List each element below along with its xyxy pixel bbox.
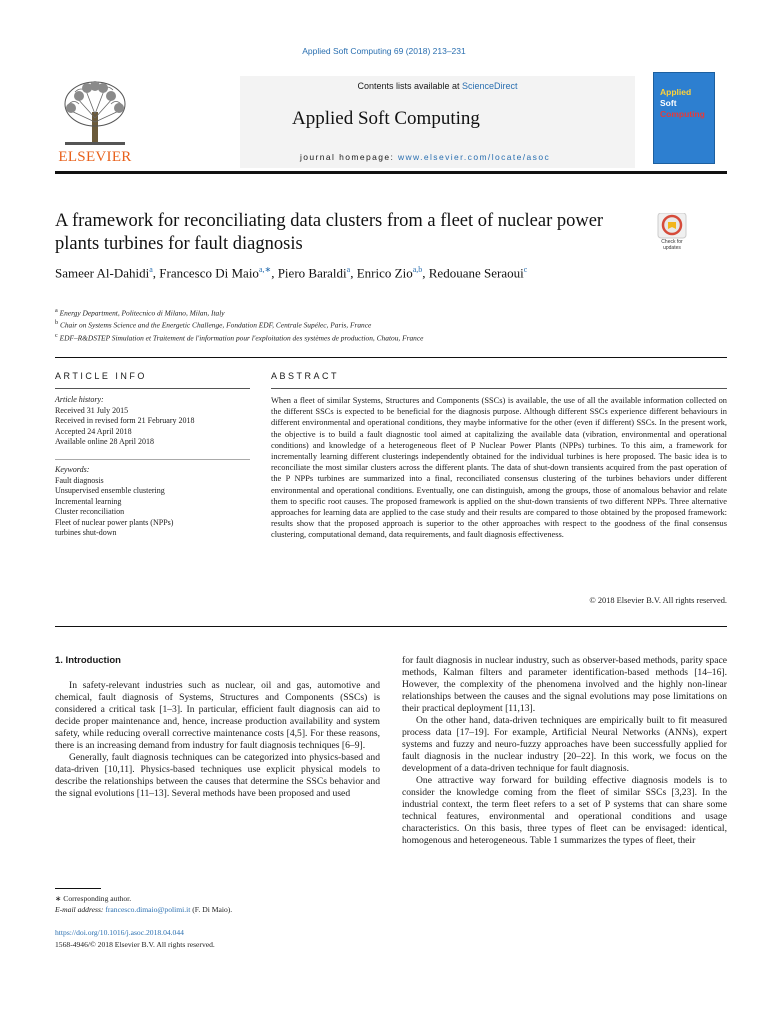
abstract-text: When a fleet of similar Systems, Structures and Components (SSCs) is available, the use of all the available information collected on the different SSCs is expected to be beneficial for the diagnosis purpose. Although different SSCs experience different behaviours in different environmental and operational conditions, they maybe informative for the other (even if different) SSCs. In the present work, the objective is to build a fault diagnostic tool aimed at capitalizing the available data (vibration, environmental and operational conditions) and knowledge of a heterogeneous fleet of P Nuclear Power Plants (NPPs) turbines. To this aim, a framework for incrementally learning different clusterings independently obtained for the individual turbines is here proposed. The basic idea is to reconciliate the most similar clusters across the different plants. The data of shut-down transients acquired from the past operation of the P NPPs turbines are summarized into a final, reconciliated consensus clustering of the turbines behaviors under different environmental and operational conditions. Eventually, one can distinguish, among the groups, those of anomalous behavior and relate them to specific root causes. The proposed framework is applied on the shut-down transients of two different NPPs. Three alternative approaches for learning data are applied to the case study and their results are compared to those obtained by the proposed framework: results show that the proposed approach is superior to the other approaches with respect to the goodness of the final consensus clustering, computational demand, data requirements, and fault diagnosis effectiveness. (271, 396, 727, 540)
body-paragraph: In safety-relevant industries such as nuclear, oil and gas, automotive and chemical, fault diagnosis of Systems, Structures and Components (SSCs) is considered a critical task [1–3]. In particular, efficient fault diagnosis can aid to decide proper maintenance and, hence, increase production availability and system safety, while reducing overall corrective maintenance costs [4,5]. For these reasons, there is an increasing demand from industry for fault diagnosis techniques [6–9]. (55, 680, 380, 751)
elsevier-logo[interactable] (55, 78, 135, 166)
keyword-item: Fault diagnosis (55, 475, 104, 485)
elsevier-wordmark: ELSEVIER (58, 149, 132, 165)
introduction-heading: 1. Introduction (55, 655, 121, 666)
author-name: Francesco Di Maio (159, 265, 259, 281)
issn-line: 1568-4946/© 2018 Elsevier B.V. All rights reserved. (55, 939, 215, 949)
keyword-item: Cluster reconciliation (55, 507, 125, 516)
footnote (55, 893, 380, 915)
homepage-link[interactable]: www.elsevier.com/locate/asoc (397, 152, 551, 162)
history-label: Article history: (55, 395, 104, 404)
article-info-heading: ARTICLE INFO (55, 371, 147, 381)
journal-header (55, 76, 635, 168)
author-name: Enrico Zio (356, 265, 413, 281)
author-name: Sameer Al-Dahidi (55, 265, 150, 281)
journal-reference[interactable]: Applied Soft Computing 69 (2018) 213–231 (302, 46, 466, 56)
author-affiliation-link[interactable]: a,∗ (258, 265, 272, 274)
body-paragraph: Generally, fault diagnosis techniques can be categorized into physics-based and data-driven [10,11]. Physics-based techniques use explicit physical models to describe the relationships between the causes that determine the SSCs behavior and the signal evolutions [11–13]. Several methods have been proposed and used (55, 752, 380, 799)
contents-line (240, 81, 635, 91)
body-paragraph: for fault diagnosis in nuclear industry, such as observer-based methods, parity space methods, Kalman filters and parameter identification-based methods [14–16]. However, the complexity of the phenomena involved and the highly non-linear relationships between the causes and the signal evolutions may pose limitations on their practical deployment [11,13]. (402, 655, 727, 714)
keyword-item: Incremental learning (55, 496, 122, 506)
author-name: Piero Baraldi (277, 265, 347, 281)
article-info-rule (55, 388, 250, 389)
affiliation-marker: b (55, 320, 59, 327)
author-name: Redouane Seraoui (428, 265, 524, 281)
abstract-rule (271, 388, 727, 389)
affiliations (55, 306, 423, 343)
keywords (55, 465, 265, 539)
affiliation-text: EDF–R&DSTEP Simulation et Traitement de l'information pour l'exploitation des systèmes de production, Chatou, France (59, 333, 424, 343)
author-affiliation-link[interactable]: a,b (412, 265, 423, 274)
author-list: Sameer Al-Dahidi$^a$, Francesco Di Maio$^{a,∗}$, Piero Baraldi$^a$, Enrico Zio$^{a,b}$, Redouane Seraoui$^c$ (55, 265, 528, 281)
email-note (55, 904, 380, 915)
history-item: Available online 28 April 2018 (55, 437, 154, 446)
journal-masthead (240, 76, 635, 168)
abstract-copyright: © 2018 Elsevier B.V. All rights reserved. (589, 596, 727, 605)
email-label: E-mail address: (55, 905, 106, 914)
abstract-heading: ABSTRACT (271, 371, 340, 381)
homepage-prefix: journal homepage: (300, 152, 398, 162)
crossmark-icon (654, 213, 690, 239)
journal-cover[interactable] (653, 72, 715, 164)
affiliation-item (55, 318, 423, 330)
header-rule (55, 171, 727, 174)
email-link[interactable]: francesco.dimaio@polimi.it (105, 905, 191, 914)
doi-block (55, 927, 215, 950)
affiliation-text: Energy Department, Politecnico di Milano, Milan, Italy (59, 308, 225, 318)
footnote-rule (55, 888, 101, 889)
journal-homepage (300, 152, 550, 162)
cover-line-1: Applied (660, 87, 692, 97)
keywords-rule (55, 459, 250, 460)
affiliation-item (55, 331, 423, 343)
email-suffix: (F. Di Maio). (190, 905, 233, 914)
history-item: Received in revised form 21 February 2018 (55, 416, 195, 425)
body-column-left (55, 680, 380, 800)
cover-line-2: Soft (660, 98, 677, 108)
affiliation-item (55, 306, 423, 318)
affiliation-text: Chair on Systems Science and the Energetic Challenge, Fondation EDF, Centrale Supélec, Paris, France (59, 320, 372, 330)
body-paragraph: On the other hand, data-driven techniques are empirically built to fit measured process data [17–19]. For example, Artificial Neural Networks (ANNs), expert systems and fuzzy and neuro-fuzzy approaches have been successfully applied for fault diagnosis in the nuclear industry [20–22]. In this work, we focus on the development of a data-driven technique for fault diagnosis. (402, 715, 727, 774)
elsevier-tree-icon (55, 78, 135, 148)
cover-line-3: Computing (660, 109, 705, 119)
corresponding-author-note: ∗ Corresponding author. (55, 894, 132, 903)
crossmark-badge[interactable] (654, 213, 690, 261)
body-column-right (402, 655, 727, 847)
affiliation-marker: a (55, 308, 58, 314)
keyword-item: turbines shut-down (55, 528, 117, 537)
body-paragraph: One attractive way forward for building effective diagnosis models is to consider the knowledge coming from the fleet of similar SSCs [3,23]. In the industrial context, the term fleet refers to a set of P systems that can share some technical features, environmental and operational conditions and usage characteristics. On this basis, three types of fleet can be envisaged: identical, homogenous and heterogeneous. Table 1 summarizes the types of fleet, their (402, 775, 727, 846)
crossmark-label: Check for updates (661, 239, 683, 251)
keywords-label: Keywords: (55, 465, 90, 474)
affiliation-marker: c (55, 332, 58, 339)
author-affiliation-link[interactable]: a (346, 265, 351, 274)
author-affiliation-link[interactable]: a (149, 265, 153, 274)
article-history (55, 395, 255, 448)
sciencedirect-link[interactable]: ScienceDirect (462, 81, 518, 91)
keyword-item: Fleet of nuclear power plants (NPPs) (55, 517, 174, 527)
contents-prefix: Contents lists available at (357, 81, 463, 91)
keyword-item: Unsupervised ensemble clustering (55, 486, 165, 495)
paper-title: A framework for reconciliating data clusters from a fleet of nuclear power plants turbines for fault diagnosis (55, 211, 604, 254)
history-item: Received 31 July 2015 (55, 405, 129, 415)
author-affiliation-link[interactable]: c (523, 265, 528, 274)
history-item: Accepted 24 April 2018 (55, 426, 132, 436)
front-matter-rule (55, 626, 727, 627)
doi-link[interactable]: https://doi.org/10.1016/j.asoc.2018.04.044 (55, 928, 184, 937)
journal-title: Applied Soft Computing (292, 108, 480, 129)
section-rule (55, 357, 727, 358)
